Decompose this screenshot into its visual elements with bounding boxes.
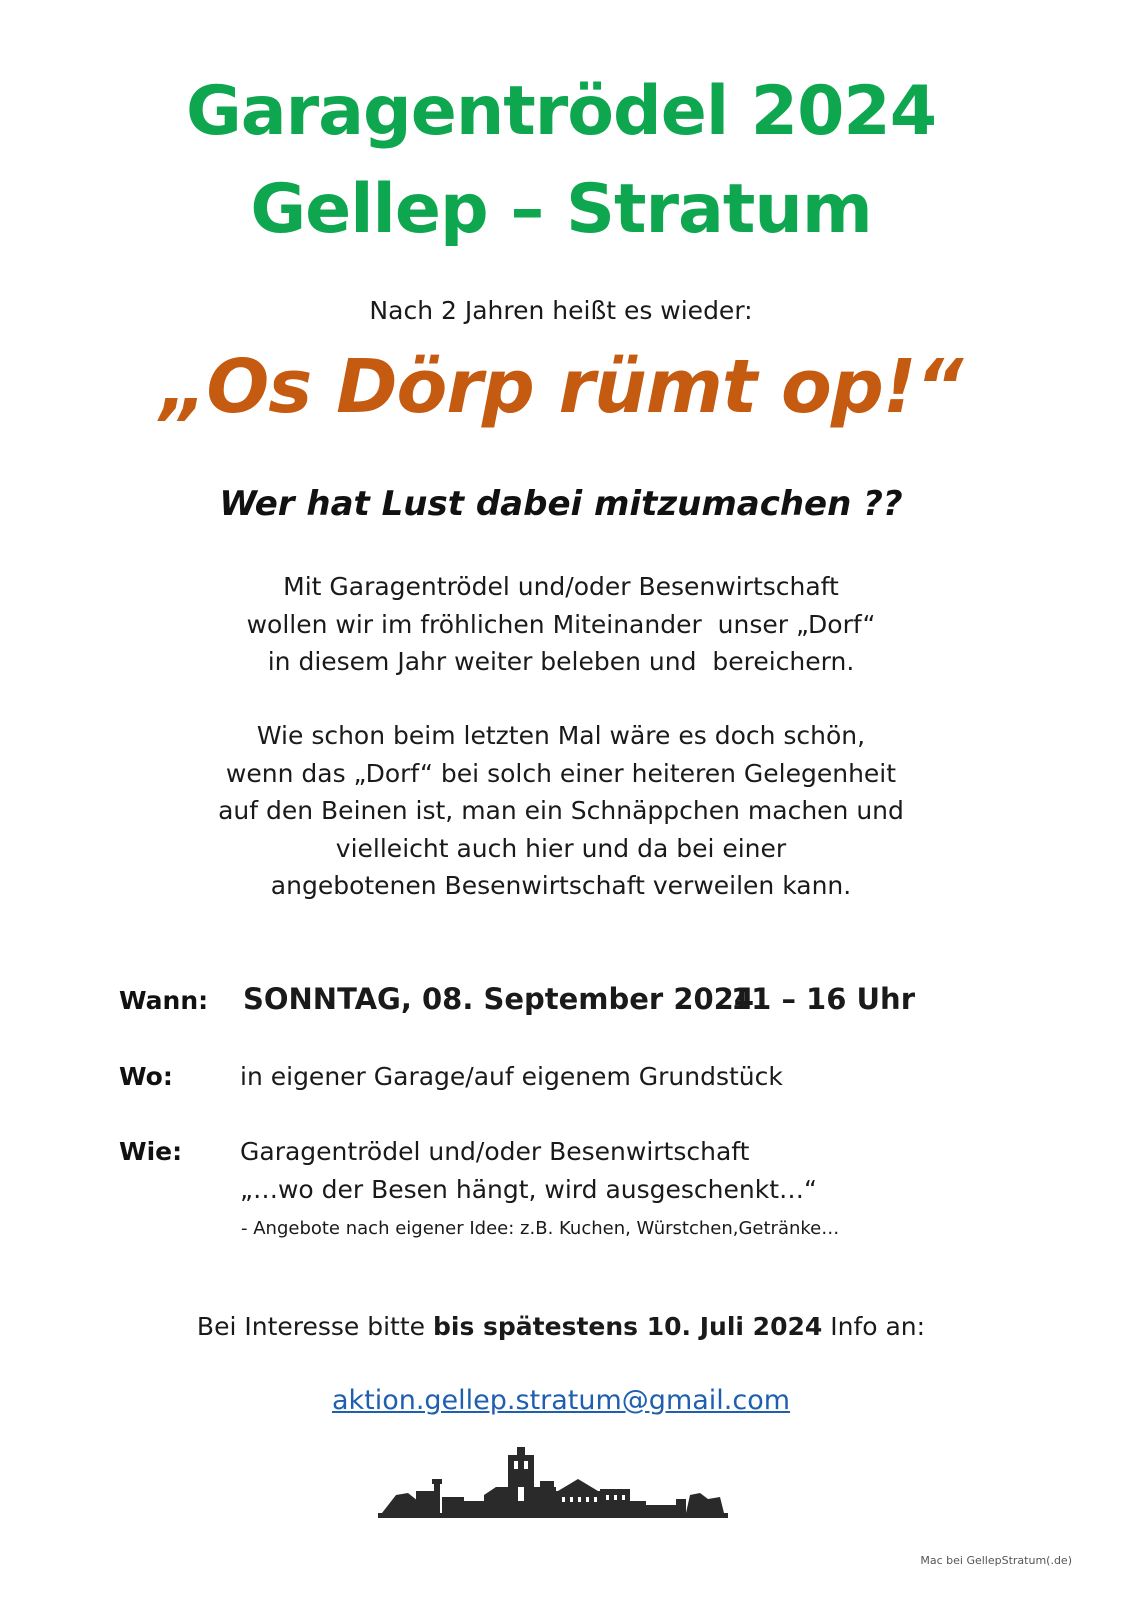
email-link[interactable]: aktion.gellep.stratum@gmail.com — [331, 1385, 791, 1416]
paragraph-1-line: Mit Garagentrödel und/oder Besenwirtschaft — [283, 572, 839, 601]
format-line-3: - Angebote nach eigener Idee: z.B. Kuchen, Würstchen,Getränke… — [241, 1218, 840, 1239]
event-time: 11 – 16 Uhr — [731, 982, 915, 1016]
wo-label: Wo: — [119, 1062, 173, 1091]
format-line-1: Garagentrödel und/oder Besenwirtschaft — [240, 1137, 750, 1166]
slogan: „Os Dörp rümt op!“ — [159, 344, 963, 430]
photo-credit: Mac bei GellepStratum(.de) — [920, 1554, 1072, 1567]
paragraph-2-line: angebotenen Besenwirtschaft verweilen kann. — [270, 871, 852, 900]
format-line-2: „…wo der Besen hängt, wird ausgeschenkt…“ — [240, 1175, 817, 1204]
paragraph-2-line: Wie schon beim letzten Mal wäre es doch schön, — [256, 721, 866, 750]
title-line-1: Garagentrödel 2024 — [185, 72, 937, 151]
question-heading: Wer hat Lust dabei mitzumachen ?? — [219, 484, 903, 524]
poster-title — [0, 63, 1122, 259]
paragraph-1-line: in diesem Jahr weiter beleben und bereichern. — [267, 647, 855, 676]
paragraph-1-line: wollen wir im fröhlichen Miteinander unser „Dorf“ — [246, 609, 876, 639]
location-value: in eigener Garage/auf eigenem Grundstück — [240, 1062, 783, 1091]
paragraph-2-line: wenn das „Dorf“ bei solch einer heiteren Gelegenheit — [225, 758, 897, 788]
contact-text — [0, 1312, 1122, 1341]
event-date: SONNTAG, 08. September 2024 — [243, 982, 755, 1016]
contact-text-before: Bei Interesse bitte — [196, 1312, 433, 1341]
paragraph-2-line: auf den Beinen ist, man ein Schnäppchen machen und — [218, 796, 904, 825]
title-line-2: Gellep – Stratum — [250, 170, 872, 249]
wie-label: Wie: — [119, 1137, 183, 1166]
wann-label: Wann: — [119, 986, 209, 1015]
village-skyline-icon — [378, 1447, 728, 1522]
email-row — [0, 1385, 1122, 1416]
paragraph-1 — [0, 568, 1122, 681]
paragraph-2-line: vielleicht auch hier und da bei einer — [335, 833, 787, 863]
intro-text: Nach 2 Jahren heißt es wieder: — [369, 296, 753, 325]
paragraph-2 — [0, 717, 1122, 905]
contact-text-after: Info an: — [822, 1312, 926, 1341]
deadline: bis spätestens 10. Juli 2024 — [432, 1312, 823, 1341]
